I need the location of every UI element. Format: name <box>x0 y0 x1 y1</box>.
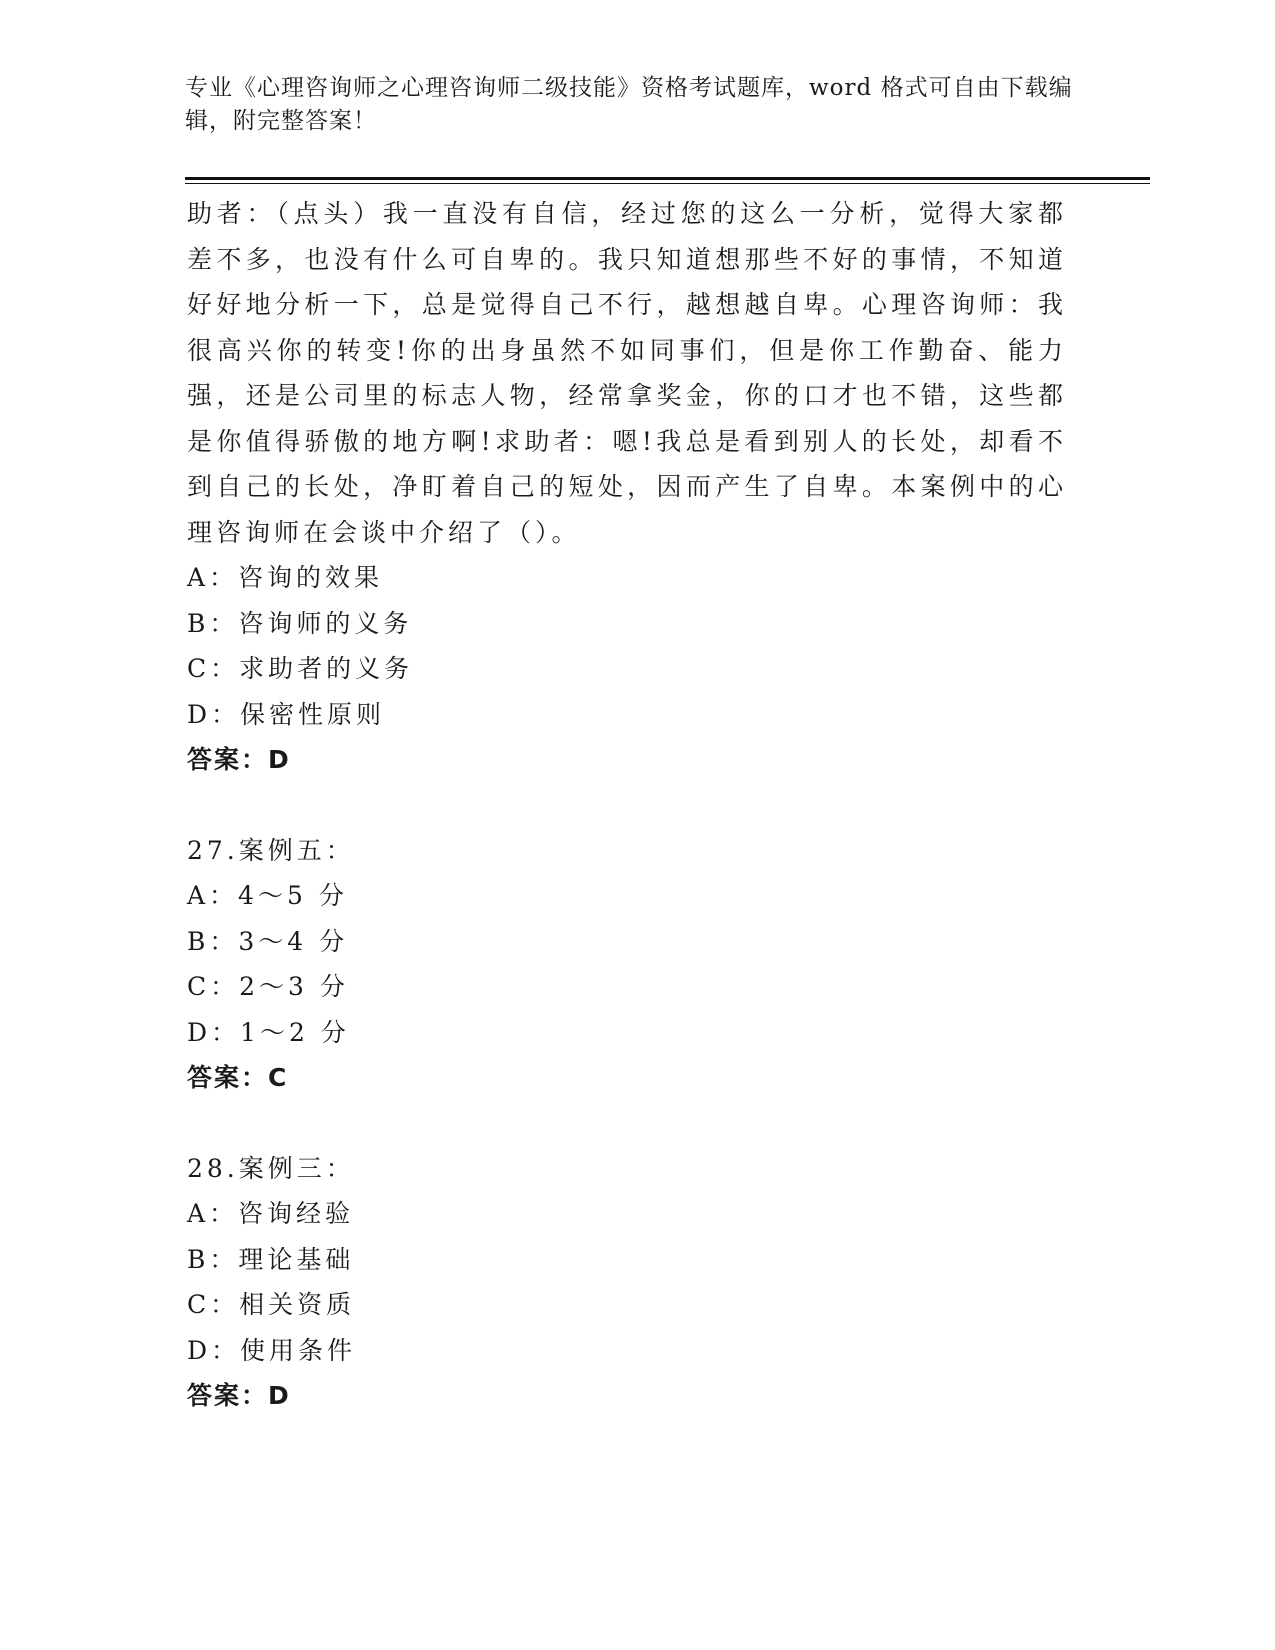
question-28 <box>187 1146 1067 1419</box>
question-28-answer: 答案：D <box>187 1381 291 1410</box>
question-27 <box>187 828 1067 1101</box>
question-26-answer: 答案：D <box>187 745 291 774</box>
question-26 <box>187 191 1067 783</box>
question-27-option-a: A：4～5 分 <box>187 881 348 910</box>
spacer <box>187 783 1067 828</box>
question-28-title: 28.案例三： <box>187 1153 355 1183</box>
question-27-option-c: C：2～3 分 <box>187 972 349 1001</box>
header-divider-thick <box>185 177 1150 180</box>
header-text: 专业《心理咨询师之心理咨询师二级技能》资格考试题库，word 格式可自由下载编辑，附完整答案！ <box>185 75 1073 134</box>
question-28-option-a: A：咨询经验 <box>187 1199 355 1228</box>
question-28-option-b: B：理论基础 <box>187 1244 355 1274</box>
question-27-option-d: D：1～2 分 <box>187 1017 350 1047</box>
spacer <box>187 1101 1067 1146</box>
question-26-option-c: C：求助者的义务 <box>187 654 414 683</box>
document-header <box>185 72 1085 138</box>
question-27-answer: 答案：C <box>187 1063 289 1092</box>
header-divider-thin <box>185 183 1150 184</box>
question-27-option-b: B：3～4 分 <box>187 926 349 956</box>
question-26-option-b: B：咨询师的义务 <box>187 608 413 638</box>
question-26-option-a: A：咨询的效果 <box>187 563 384 592</box>
question-26-stem: 助者：（点头）我一直没有自信，经过您的这么一分析，觉得大家都差不多，也没有什么可自卑的。我只知道想那些不好的事情，不知道好好地分析一下，总是觉得自己不行，越想越自卑。心理咨询师：我很高兴你的转变!你的出身虽然不如同事们，但是你工作勤奋、能力强，还是公司里的标志人物，经常拿奖金，你的口才也不错，这些都是你值得骄傲的地方啊!求助者：嗯!我总是看到别人的长处，却看不到自己的长处，净盯着自己的短处，因而产生了自卑。本案例中的心理咨询师在会谈中介绍了（）。 <box>187 199 1067 547</box>
question-content <box>187 191 1067 1419</box>
question-27-title: 27.案例五： <box>187 835 355 865</box>
question-28-option-d: D：使用条件 <box>187 1335 357 1365</box>
question-28-option-c: C：相关资质 <box>187 1290 356 1319</box>
question-26-option-d: D：保密性原则 <box>187 699 386 729</box>
